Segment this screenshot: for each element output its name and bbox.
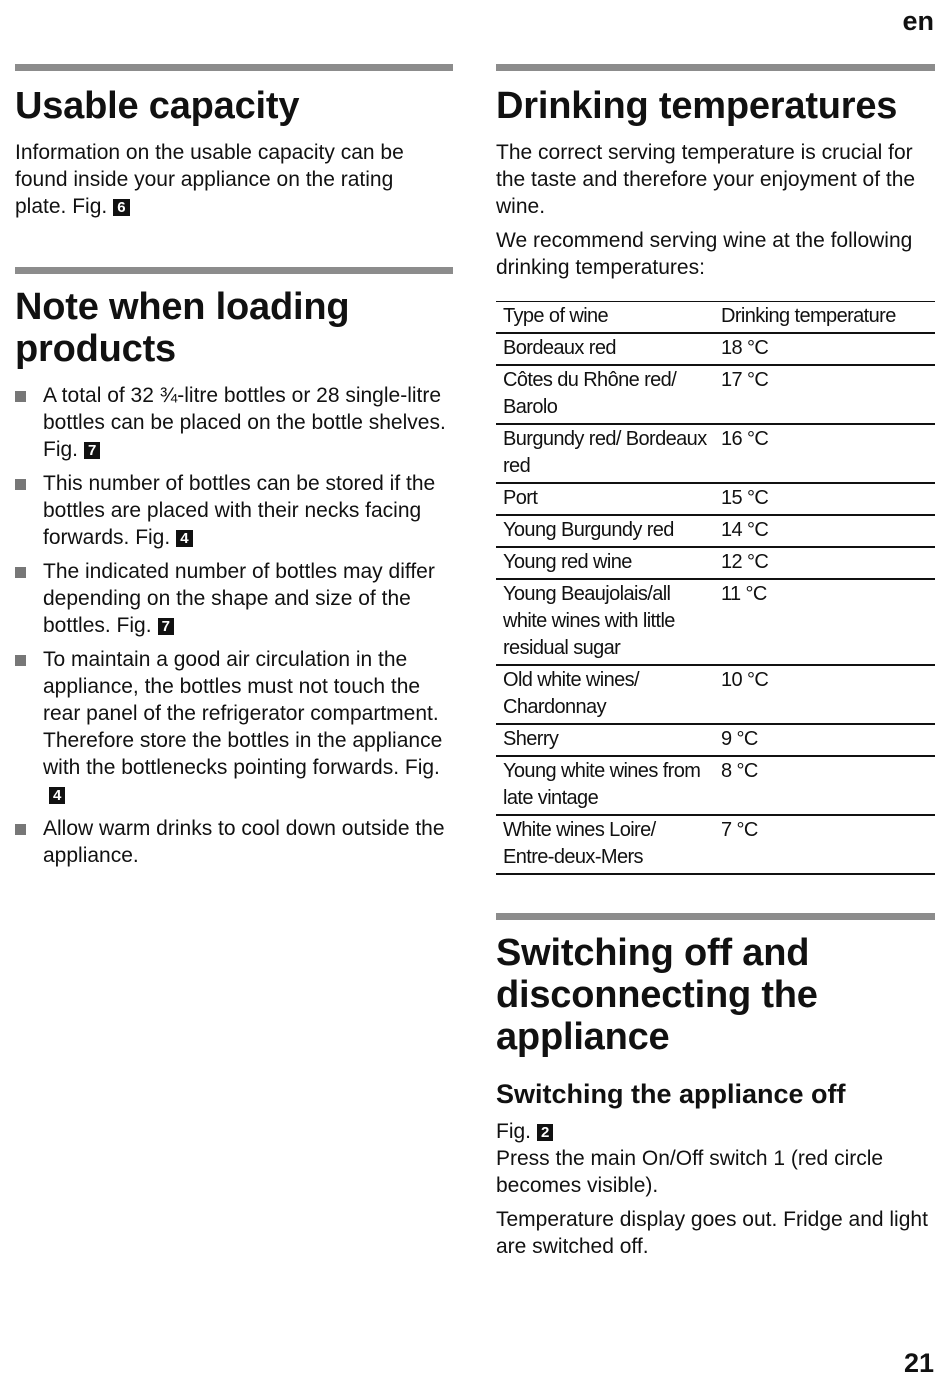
temperature-cell: 10 °C (714, 665, 935, 724)
temperature-cell: 7 °C (714, 815, 935, 874)
bullet-square-icon (15, 824, 26, 835)
temperature-cell: 11 °C (714, 579, 935, 665)
loading-heading: Note when loading products (15, 286, 350, 370)
table-row (496, 724, 935, 756)
section-rule (496, 913, 935, 920)
temperature-cell: 14 °C (714, 515, 935, 547)
temperature-table (496, 301, 935, 875)
bullet-square-icon (15, 479, 26, 490)
temperature-cell: 17 °C (714, 365, 935, 424)
table-row (496, 665, 935, 724)
table-row (496, 756, 935, 815)
list-item (15, 646, 453, 808)
switching-step: Press the main On/Off switch 1 (red circle becomes visible). (496, 1147, 884, 1197)
left-column (15, 64, 453, 876)
table-row (496, 515, 935, 547)
wine-type-cell: Young Beaujolais/all white wines with little residual sugar (496, 579, 714, 665)
table-row (496, 579, 935, 665)
temperature-cell: 9 °C (714, 724, 935, 756)
wine-type-cell: Young white wines from late vintage (496, 756, 714, 815)
wine-type-cell: Port (496, 483, 714, 515)
list-item (15, 382, 453, 463)
list-item (15, 558, 453, 639)
drinking-intro: The correct serving temperature is crucial for the taste and therefore your enjoyment of the wine. (496, 141, 916, 218)
list-item-text: To maintain a good air circulation in the appliance, the bottles must not touch the rear panel of the refrigerator compartment. Therefore store the bottles in the appliance with the bottlenecks pointing forwards. Fig. (43, 648, 443, 779)
figure-ref-badge: 2 (537, 1124, 553, 1141)
drinking-recommend: We recommend serving wine at the following drinking temperatures: (496, 229, 913, 279)
list-item-text: A total of 32 ¾-litre bottles or 28 single-litre bottles can be placed on the bottle shelves. Fig. (43, 384, 446, 461)
usable-capacity-text (15, 139, 435, 220)
list-item-text: This number of bottles can be stored if the bottles are placed with their necks facing forwards. Fig. (43, 472, 436, 549)
temperature-cell: 8 °C (714, 756, 935, 815)
switching-result: Temperature display goes out. Fridge and light are switched off. (496, 1208, 928, 1258)
list-item-text: The indicated number of bottles may differ depending on the shape and size of the bottles. Fig. (43, 560, 435, 637)
column-header-type: Type of wine (496, 302, 714, 334)
fig-label: Fig. (496, 1120, 532, 1143)
switching-subheading: Switching the appliance off (496, 1079, 846, 1109)
column-header-temperature: Drinking temperature (714, 302, 935, 334)
switching-heading: Switching off and disconnecting the appliance (496, 932, 818, 1058)
figure-ref-badge: 7 (84, 442, 100, 459)
bullet-square-icon (15, 655, 26, 666)
usable-capacity-body: Information on the usable capacity can be found inside your appliance on the rating plate. Fig. (15, 141, 404, 218)
temperature-cell: 12 °C (714, 547, 935, 579)
switching-fig-line (496, 1118, 935, 1145)
right-column (496, 64, 935, 1267)
wine-type-cell: Côtes du Rhône red/ Barolo (496, 365, 714, 424)
temperature-cell: 18 °C (714, 333, 935, 365)
section-rule (15, 267, 453, 274)
table-row (496, 365, 935, 424)
table-row (496, 815, 935, 874)
wine-type-cell: Burgundy red/ Bordeaux red (496, 424, 714, 483)
list-item (15, 815, 453, 869)
figure-ref-badge: 7 (158, 618, 174, 635)
language-code: en (902, 6, 934, 36)
usable-capacity-heading: Usable capacity (15, 85, 300, 127)
wine-type-cell: Sherry (496, 724, 714, 756)
figure-ref-badge: 4 (49, 787, 65, 804)
list-item (15, 470, 453, 551)
wine-type-cell: White wines Loire/ Entre-deux-Mers (496, 815, 714, 874)
table-header-row (496, 302, 935, 334)
wine-type-cell: Bordeaux red (496, 333, 714, 365)
temperature-cell: 16 °C (714, 424, 935, 483)
table-row (496, 424, 935, 483)
wine-type-cell: Young Burgundy red (496, 515, 714, 547)
figure-ref-badge: 6 (113, 199, 129, 216)
temperature-cell: 15 °C (714, 483, 935, 515)
bullet-square-icon (15, 567, 26, 578)
list-item-text: Allow warm drinks to cool down outside the appliance. (43, 817, 445, 867)
page-number: 21 (903, 1348, 934, 1378)
table-row (496, 547, 935, 579)
wine-type-cell: Young red wine (496, 547, 714, 579)
section-rule (15, 64, 453, 71)
bullet-square-icon (15, 391, 26, 402)
wine-type-cell: Old white wines/ Chardonnay (496, 665, 714, 724)
figure-ref-badge: 4 (176, 530, 192, 547)
drinking-heading: Drinking temperatures (496, 85, 898, 127)
loading-list (15, 382, 453, 869)
table-row (496, 333, 935, 365)
table-row (496, 483, 935, 515)
section-rule (496, 64, 935, 71)
